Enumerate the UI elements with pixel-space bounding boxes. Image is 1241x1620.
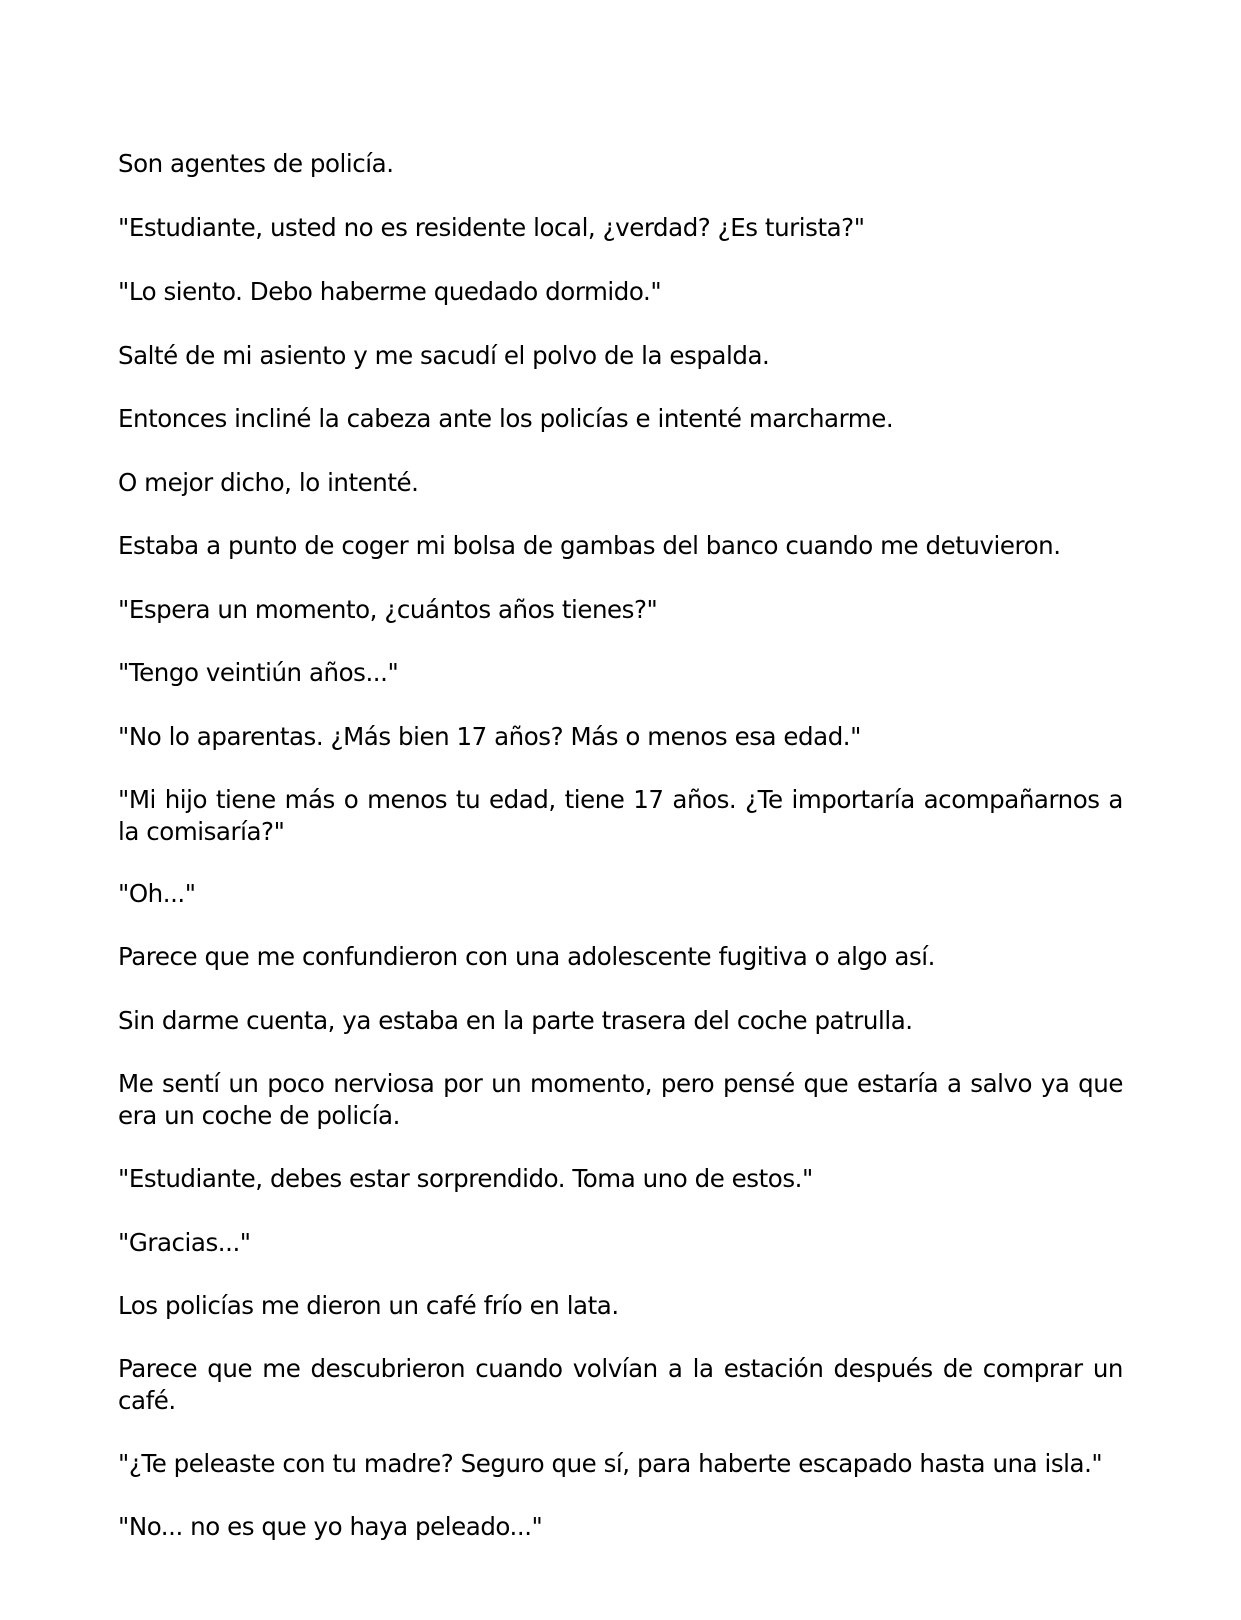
- paragraph: O mejor dicho, lo intenté.: [118, 468, 419, 497]
- paragraph: "Gracias...": [118, 1228, 251, 1257]
- paragraph: Parece que me descubrieron cuando volvían a la estación después de comprar un café.: [118, 1354, 1123, 1415]
- paragraph: "¿Te peleaste con tu madre? Seguro que sí, para haberte escapado hasta una isla.": [118, 1449, 1103, 1478]
- paragraph: "Espera un momento, ¿cuántos años tienes?": [118, 595, 658, 624]
- paragraph: "No lo aparentas. ¿Más bien 17 años? Más o menos esa edad.": [118, 722, 861, 751]
- document-page: [118, 0, 1123, 1620]
- paragraph: "Oh...": [118, 879, 196, 908]
- paragraph: Entonces incliné la cabeza ante los policías e intenté marcharme.: [118, 404, 894, 433]
- paragraph: "Tengo veintiún años...": [118, 658, 399, 687]
- paragraph: "Lo siento. Debo haberme quedado dormido.": [118, 277, 662, 306]
- paragraph: Salté de mi asiento y me sacudí el polvo de la espalda.: [118, 341, 770, 370]
- paragraph: Estaba a punto de coger mi bolsa de gambas del banco cuando me detuvieron.: [118, 531, 1061, 560]
- paragraph: "Mi hijo tiene más o menos tu edad, tiene 17 años. ¿Te importaría acompañarnos a la comisaría?": [118, 785, 1123, 846]
- paragraph: Son agentes de policía.: [118, 149, 394, 178]
- paragraph: Me sentí un poco nerviosa por un momento, pero pensé que estaría a salvo ya que era un coche de policía.: [118, 1069, 1123, 1130]
- paragraph: Parece que me confundieron con una adolescente fugitiva o algo así.: [118, 942, 935, 971]
- paragraph: "Estudiante, debes estar sorprendido. Toma uno de estos.": [118, 1164, 813, 1193]
- paragraph: Sin darme cuenta, ya estaba en la parte trasera del coche patrulla.: [118, 1006, 913, 1035]
- paragraph: "No... no es que yo haya peleado...": [118, 1512, 543, 1541]
- paragraph: Los policías me dieron un café frío en lata.: [118, 1291, 619, 1320]
- paragraph: "Estudiante, usted no es residente local, ¿verdad? ¿Es turista?": [118, 213, 865, 242]
